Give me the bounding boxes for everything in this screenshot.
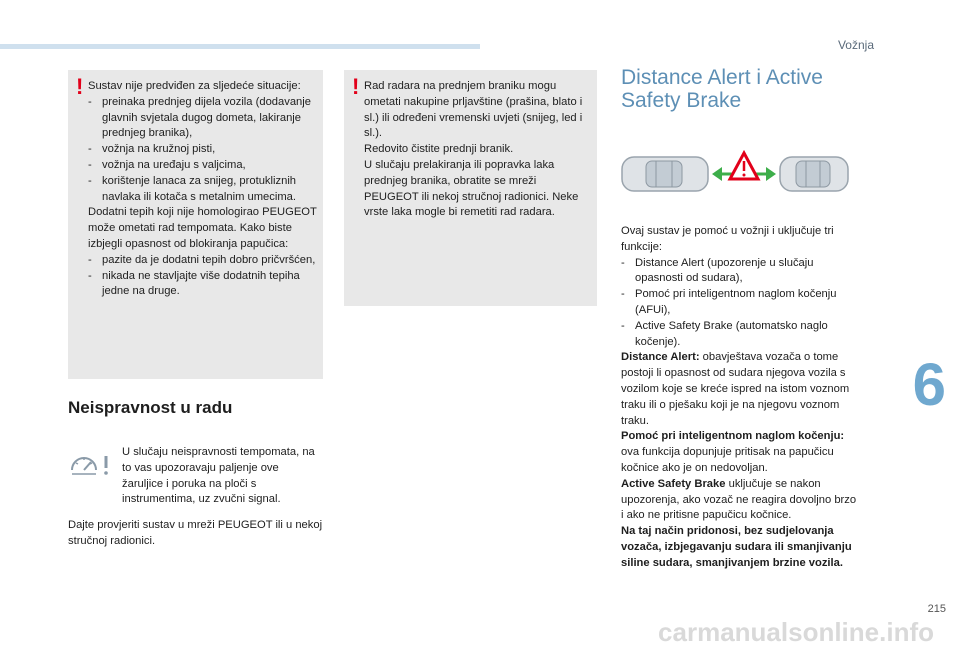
exclamation-icon: ! bbox=[352, 74, 360, 99]
system-intro: Ovaj sustav je pomoć u vožnji i uključuje tri funkcije: bbox=[621, 225, 834, 253]
function-item: - Pomoć pri inteligentnom naglom kočenju (AFUi), bbox=[621, 287, 861, 319]
warning-box-limitations bbox=[68, 70, 323, 379]
page-number: 215 bbox=[927, 603, 946, 615]
chapter-number: 6 bbox=[912, 351, 946, 418]
top-accent-bar bbox=[0, 44, 480, 49]
warning-box-content bbox=[88, 79, 317, 300]
conclusion-text: Na taj način pridonosi, bez sudjelovanja vozača, izbjegavanju sudara ili smanjivanju siline sudara, smanjivanjem brzine vozila. bbox=[621, 525, 852, 569]
afu-text: ova funkcija dopunjuje pritisak na papučicu kočnice ako je on nedovoljan. bbox=[621, 446, 834, 474]
asb-label: Active Safety Brake bbox=[621, 477, 726, 490]
distance-alert-desc bbox=[621, 350, 861, 429]
distance-alert-label: Distance Alert: bbox=[621, 351, 700, 364]
exclamation-icon: ! bbox=[76, 74, 84, 99]
afu-desc bbox=[621, 429, 861, 476]
list-item: - vožnja na kružnoj pisti, bbox=[88, 142, 317, 158]
front-car-icon bbox=[780, 157, 848, 191]
asb-desc bbox=[621, 477, 861, 524]
afu-label: Pomoć pri inteligentnom naglom kočenju: bbox=[621, 430, 845, 443]
distance-alert-text: obavještava vozača o tome postoji li opasnost od sudara njegova vozila s vozilom koje se kreće ispred na istom voznom traku ili o pješaku koji je na njegovu voznom traku. bbox=[621, 351, 850, 427]
section-name: Vožnja bbox=[837, 38, 874, 52]
function-item: - Distance Alert (upozorenje u slučaju opasnosti od sudara), bbox=[621, 256, 861, 288]
rear-car-icon bbox=[622, 157, 708, 191]
watermark: carmanualsonline.info bbox=[658, 617, 934, 647]
radar-text: U slučaju prelakiranja ili popravka laka prednjeg branika, obratite se mreži PEUGEOT ili nekoj stručnoj radionici. Neke vrste laka mogle bi remetiti rad radara. bbox=[364, 158, 579, 219]
malfunction-text: U slučaju neispravnosti tempomata, na to vas upozoravaju paljenje ove žaruljice i poruka na ploči s instrumentima, uz zvučni signal. bbox=[122, 446, 315, 506]
asb-text: uključuje se nakon upozorenja, ako vozač ne reagira dovoljno brzo i ako ne pritisne papučicu kočnice. bbox=[621, 477, 857, 522]
list-item: - korištenje lanaca za snijeg, protukliznih navlaka ili kotača s metalnim umecima. bbox=[88, 174, 317, 206]
list-item: - nikada ne stavljajte više dodatnih tepiha jedne na druge. bbox=[88, 269, 317, 301]
check-text: Dajte provjeriti sustav u mreži PEUGEOT ili u nekoj stručnoj radionici. bbox=[68, 519, 323, 547]
radar-text: Redovito čistite prednji branik. bbox=[364, 143, 514, 156]
list-item: - preinaka prednjeg dijela vozila (dodavanje glavnih svjetala dugog dometa, lakiranje prednjeg branika), bbox=[88, 95, 317, 142]
list-item: - vožnja na uređaju s valjcima, bbox=[88, 158, 317, 174]
cruise-control-fault-icon bbox=[68, 450, 114, 478]
warning-triangle-icon bbox=[730, 153, 758, 179]
list-item: - pazite da je dodatni tepih dobro pričvršćen, bbox=[88, 253, 317, 269]
warning-paragraph: Dodatni tepih koji nije homologirao PEUGEOT može ometati rad tempomata. Kako biste izbjegli opasnost od blokiranja papučica: bbox=[88, 206, 317, 250]
page-title: Distance Alert i Active Safety Brake bbox=[621, 66, 823, 112]
system-description bbox=[621, 224, 861, 572]
warning-box-radar bbox=[344, 70, 597, 306]
radar-text: Rad radara na prednjem braniku mogu ometati nakupine prljavštine (prašina, blato i sl.) ili određeni vremenski uvjeti (snijeg, led i sl.). bbox=[364, 80, 583, 140]
distance-alert-illustration bbox=[620, 145, 850, 205]
warning-intro: Sustav nije predviđen za sljedeće situacije: bbox=[88, 80, 301, 92]
section-heading: Neispravnost u radu bbox=[68, 398, 233, 417]
warning-box-content bbox=[364, 79, 591, 221]
function-item: - Active Safety Brake (automatsko naglo kočenje). bbox=[621, 319, 861, 351]
